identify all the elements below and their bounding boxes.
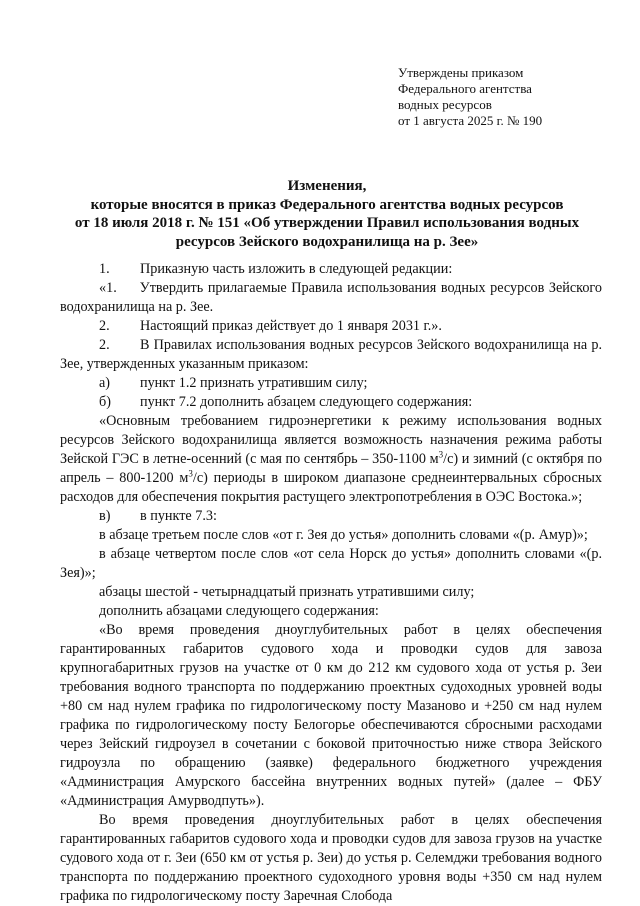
item-number: 1.	[99, 261, 110, 277]
paragraph-text: «Основным требованием гидроэнергетики к режиму использования водных ресурсов Зейского водохранилища является возможность назначения режима работы Зейской ГЭС в летне-осенний (с мая по сентябрь – 350-1100 м	[60, 413, 602, 467]
document-title	[60, 177, 594, 251]
paragraph-5	[60, 374, 602, 393]
paragraph-3	[60, 317, 602, 336]
document-body	[60, 260, 602, 906]
approval-stamp	[398, 65, 542, 129]
title-line-2: которые вносятся в приказ Федерального агентства водных ресурсов	[90, 196, 564, 213]
paragraph-6	[60, 393, 602, 412]
paragraph-8	[60, 507, 602, 526]
paragraph-12	[60, 602, 602, 621]
paragraph-text: /с) и зимний (с октября по апрель – 800-1200 м	[60, 451, 602, 486]
item-letter: б)	[99, 394, 111, 410]
title-line-3: от 18 июля 2018 г. № 151 «Об утверждении Правил использования водных	[74, 215, 580, 231]
superscript: 3	[438, 449, 444, 460]
paragraph-2	[60, 279, 602, 317]
paragraph-text: в пункте 7.3:	[140, 508, 217, 524]
paragraph-text: пункт 1.2 признать утратившим силу;	[140, 375, 368, 391]
paragraph-text: «Во время проведения дноуглубительных работ в целях обеспечения гарантированных габаритов судового хода и проводки судов для завоза крупногабаритных грузов на участке от 0 км до 212 км судового хода от устья р. Зеи требования водного транспорта по поддержанию проектных судоходных уровней воды +80 см над нулем графика по гидрологическому посту Мазаново и +250 см над нулем графика по гидрологическому посту Белогорье обеспечиваются сбросными расходами через Зейский гидроузел в сочетании с боковой приточностью ниже створа Зейского гидроузла по обращению (заявке) федерального бюджетного учреждения «Администрация Амурского бассейна внутренних водных путей» (далее – ФБУ «Администрация Амурводпуть»).	[60, 622, 602, 809]
paragraph-text: в абзаце четвертом после слов «от села Норск до устья» дополнить словами «(р. Зея)»;	[60, 546, 602, 581]
paragraph-text: в абзаце третьем после слов «от г. Зея до устья» дополнить словами «(р. Амур)»;	[99, 527, 588, 543]
approval-line-2: Федерального агентства	[398, 81, 532, 96]
item-letter: а)	[99, 375, 111, 391]
approval-line-3: водных ресурсов	[398, 97, 492, 112]
superscript: 3	[188, 468, 193, 479]
paragraph-10	[60, 545, 602, 583]
paragraph-text: дополнить абзацами следующего содержания:	[99, 603, 379, 619]
paragraph-text: /с) периоды в широком диапазоне среднеинтервальных сбросных расходов для обеспечения покрытия растущего электропотребления в ОЭС Востока.»;	[60, 470, 602, 505]
approval-line-1: Утверждены приказом	[398, 65, 524, 80]
paragraph-14	[60, 811, 602, 906]
paragraph-11	[60, 583, 602, 602]
title-line-4: ресурсов Зейского водохранилища на р. Зее»	[175, 233, 479, 250]
paragraph-1	[60, 260, 602, 279]
paragraph-text: В Правилах использования водных ресурсов Зейского водохранилища на р. Зее, утвержденных указанным приказом:	[60, 337, 602, 372]
item-number: 2.	[99, 337, 110, 353]
paragraph-4	[60, 336, 602, 374]
item-number: 2.	[99, 318, 110, 334]
title-line-1: Изменения,	[287, 178, 367, 194]
paragraph-text: Приказную часть изложить в следующей редакции:	[140, 261, 453, 277]
paragraph-text: пункт 7.2 дополнить абзацем следующего содержания:	[140, 394, 473, 410]
paragraph-text: Во время проведения дноуглубительных работ в целях обеспечения гарантированных габаритов судового хода и проводки судов для завоза грузов на участке судового хода от г. Зеи (650 км от устья р. Зеи) до устья р. Селемджи требования водного транспорта по поддержанию проектного судоходного уровня воды +350 см над нулем графика по гидрологическому посту Заречная Слобода	[60, 812, 602, 904]
paragraph-7	[60, 412, 602, 507]
paragraph-text: Настоящий приказ действует до 1 января 2031 г.».	[140, 318, 442, 334]
approval-line-4: от 1 августа 2025 г. № 190	[398, 113, 543, 128]
item-letter: в)	[99, 508, 111, 524]
paragraph-13	[60, 621, 602, 811]
paragraph-9	[60, 526, 602, 545]
paragraph-text: абзацы шестой - четырнадцатый признать утратившими силу;	[99, 584, 475, 600]
paragraph-text: «1. Утвердить прилагаемые Правила использования водных ресурсов Зейского водохранилища на р. Зее.	[60, 280, 602, 315]
